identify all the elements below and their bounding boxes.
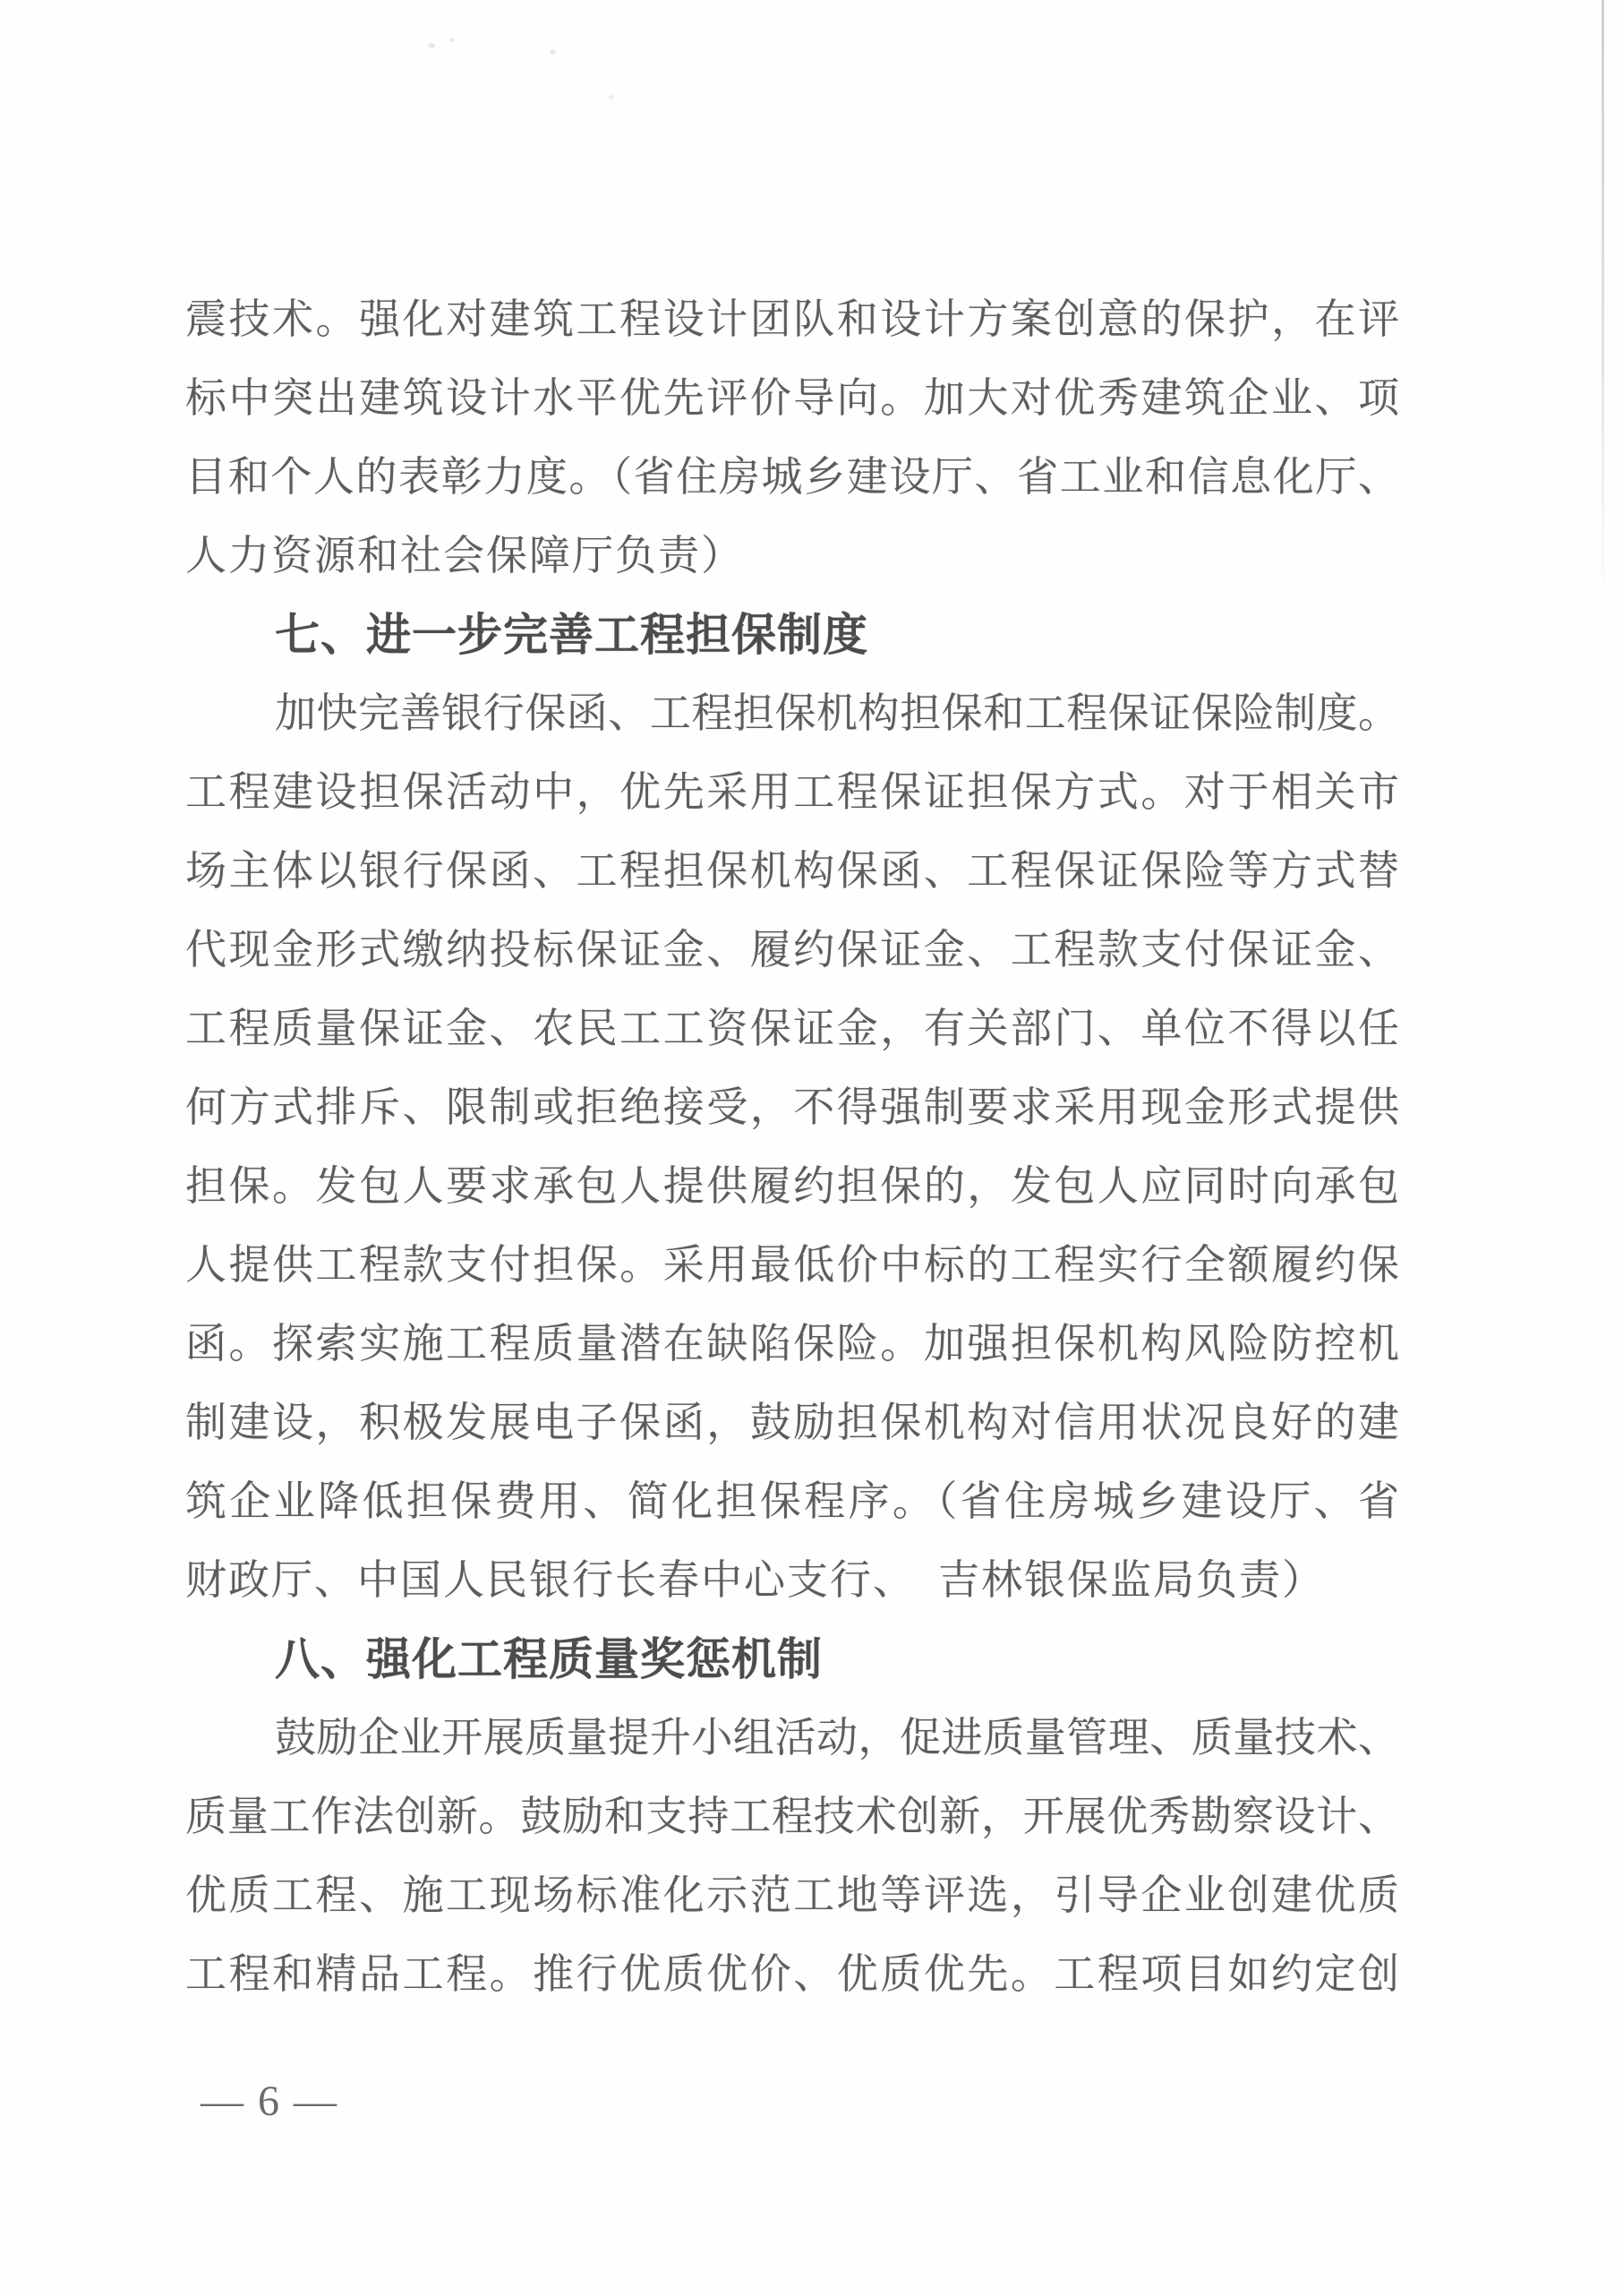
text-line: 人提供工程款支付担保。采用最低价中标的工程实行全额履约保 <box>185 1242 1399 1288</box>
text-line: 加快完善银行保函、工程担保机构担保和工程保证保险制度。 <box>275 690 1399 736</box>
page-number: — 6 — <box>201 2078 338 2125</box>
text-line: 筑企业降低担保费用、简化担保程序。（省住房城乡建设厅、省 <box>185 1478 1399 1524</box>
text-line: 质量工作法创新。鼓励和支持工程技术创新，开展优秀勘察设计、 <box>185 1794 1399 1839</box>
scan-speck <box>449 38 455 42</box>
text-line: 目和个人的表彰力度。（省住房城乡建设厅、省工业和信息化厅、 <box>185 454 1399 500</box>
scan-speck <box>428 43 435 48</box>
scan-edge-artifact <box>1602 0 1604 609</box>
text-line: 鼓励企业开展质量提升小组活动，促进质量管理、质量技术、 <box>275 1715 1399 1761</box>
section-heading-8: 八、强化工程质量奖惩机制 <box>275 1634 823 1684</box>
text-line: 财政厅、中国人民银行长春中心支行、 吉林银保监局负责） <box>185 1557 1325 1603</box>
text-line: 优质工程、施工现场标准化示范工地等评选，引导企业创建优质 <box>185 1872 1399 1918</box>
text-line: 工程质量保证金、农民工工资保证金，有关部门、单位不得以任 <box>185 1006 1399 1051</box>
text-line: 担保。发包人要求承包人提供履约担保的，发包人应同时向承包 <box>185 1163 1399 1209</box>
scan-speck <box>609 95 614 99</box>
text-line: 函。探索实施工程质量潜在缺陷保险。加强担保机构风险防控机 <box>185 1321 1399 1366</box>
text-line: 工程建设担保活动中，优先采用工程保证担保方式。对于相关市 <box>185 769 1399 815</box>
text-line: 代现金形式缴纳投标保证金、履约保证金、工程款支付保证金、 <box>185 927 1399 972</box>
section-heading-7: 七、进一步完善工程担保制度 <box>275 610 868 660</box>
text-line: 制建设，积极发展电子保函，鼓励担保机构对信用状况良好的建 <box>185 1400 1399 1445</box>
text-line: 人力资源和社会保障厅负责） <box>185 533 744 578</box>
document-text <box>185 280 1399 2014</box>
text-line: 何方式排斥、限制或拒绝接受，不得强制要求采用现金形式提供 <box>185 1084 1399 1130</box>
text-line: 标中突出建筑设计水平优先评价导向。加大对优秀建筑企业、项 <box>185 375 1399 421</box>
text-line: 工程和精品工程。推行优质优价、优质优先。工程项目如约定创 <box>185 1951 1399 1997</box>
text-line: 震技术。强化对建筑工程设计团队和设计方案创意的保护，在评 <box>185 296 1399 342</box>
text-line: 场主体以银行保函、工程担保机构保函、工程保证保险等方式替 <box>185 848 1399 894</box>
scan-speck <box>550 49 556 55</box>
